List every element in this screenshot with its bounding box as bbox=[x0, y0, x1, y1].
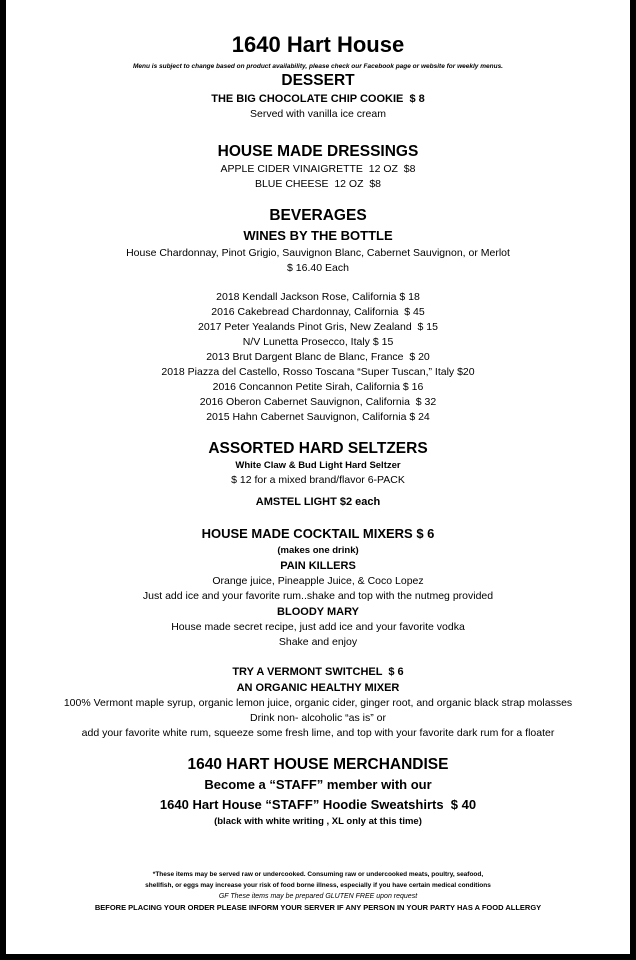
switchel-add: add your favorite white rum, squeeze some fresh lime, and top with your favorite dark rum for a floater bbox=[81, 727, 555, 739]
wine-item: N/V Lunetta Prosecco, Italy $ 15 bbox=[242, 336, 394, 348]
switchel-drink: Drink non- alcoholic “as is” or bbox=[250, 712, 386, 724]
wine-item: 2015 Hahn Cabernet Sauvignon, California $ 24 bbox=[206, 411, 430, 423]
seltzers-sub: White Claw & Bud Light Hard Seltzer bbox=[235, 460, 401, 471]
bloody-mary-directions: Shake and enjoy bbox=[278, 636, 358, 648]
wine-item: 2017 Peter Yealands Pinot Gris, New Zealand $ 15 bbox=[198, 321, 438, 333]
mixers-note: (makes one drink) bbox=[277, 545, 359, 556]
wine-item: 2016 Oberon Cabernet Sauvignon, California $ 32 bbox=[199, 396, 437, 408]
dessert-desc: Served with vanilla ice cream bbox=[250, 108, 386, 120]
menu-page bbox=[6, 0, 630, 954]
mixers-heading: HOUSE MADE COCKTAIL MIXERS $ 6 bbox=[201, 526, 435, 541]
amstel-item: AMSTEL LIGHT $2 each bbox=[255, 496, 381, 508]
painkillers-directions: Just add ice and your favorite rum..shake and top with the nutmeg provided bbox=[142, 590, 494, 602]
wines-heading: WINES BY THE BOTTLE bbox=[243, 228, 393, 243]
wine-item: 2016 Cakebread Chardonnay, California $ 45 bbox=[211, 306, 425, 318]
dressings-heading: HOUSE MADE DRESSINGS bbox=[217, 143, 419, 160]
page-title: 1640 Hart House bbox=[231, 32, 405, 57]
switchel-sub: AN ORGANIC HEALTHY MIXER bbox=[236, 682, 400, 694]
footer-allergy-notice: BEFORE PLACING YOUR ORDER PLEASE INFORM YOUR SERVER IF ANY PERSON IN YOUR PARTY HAS A FOOD ALLERGY bbox=[94, 903, 542, 912]
seltzers-heading: ASSORTED HARD SELTZERS bbox=[208, 440, 428, 457]
merch-heading: 1640 HART HOUSE MERCHANDISE bbox=[187, 756, 449, 773]
dessert-heading: DESSERT bbox=[281, 72, 355, 89]
dessert-item: THE BIG CHOCOLATE CHIP COOKIE $ 8 bbox=[211, 93, 425, 105]
beverages-heading: BEVERAGES bbox=[269, 207, 367, 224]
dressing-item: APPLE CIDER VINAIGRETTE 12 OZ $8 bbox=[220, 163, 416, 175]
seltzers-price: $ 12 for a mixed brand/flavor 6-PACK bbox=[231, 474, 405, 486]
house-wines: House Chardonnay, Pinot Grigio, Sauvignon Blanc, Cabernet Sauvignon, or Merlot bbox=[126, 247, 510, 259]
painkillers-ingredients: Orange juice, Pineapple Juice, & Coco Lopez bbox=[212, 575, 424, 587]
menu-notice: Menu is subject to change based on product availability, please check our Facebook page or website for weekly menus. bbox=[132, 63, 503, 70]
bloody-mary-title: BLOODY MARY bbox=[277, 606, 359, 618]
footer-gf-note: GF These items may be prepared GLUTEN FREE upon request bbox=[218, 893, 418, 900]
dressing-item: BLUE CHEESE 12 OZ $8 bbox=[254, 178, 382, 190]
bloody-mary-ingredients: House made secret recipe, just add ice and your favorite vodka bbox=[171, 621, 465, 633]
footer-line: shellfish, or eggs may increase your risk of food borne illness, especially if you have certain medical conditions bbox=[145, 882, 491, 889]
painkillers-title: PAIN KILLERS bbox=[280, 560, 356, 572]
switchel-ingredients: 100% Vermont maple syrup, organic lemon juice, organic cider, ginger root, and organic black strap molasses bbox=[63, 697, 573, 709]
house-wine-price: $ 16.40 Each bbox=[287, 262, 349, 274]
switchel-title: TRY A VERMONT SWITCHEL $ 6 bbox=[232, 666, 404, 678]
wine-item: 2016 Concannon Petite Sirah, California $ 16 bbox=[212, 381, 424, 393]
wine-item: 2018 Piazza del Castello, Rosso Toscana “Super Tuscan,” Italy $20 bbox=[161, 366, 475, 378]
merch-line2: 1640 Hart House “STAFF” Hoodie Sweatshirts $ 40 bbox=[159, 797, 477, 812]
footer-line: *These items may be served raw or undercooked. Consuming raw or undercooked meats, poultry, seafood, bbox=[152, 871, 484, 878]
wine-item: 2018 Kendall Jackson Rose, California $ 18 bbox=[216, 291, 420, 303]
merch-note: (black with white writing , XL only at this time) bbox=[214, 816, 422, 827]
wine-item: 2013 Brut Dargent Blanc de Blanc, France $ 20 bbox=[206, 351, 430, 363]
merch-line1: Become a “STAFF” member with our bbox=[204, 777, 432, 792]
